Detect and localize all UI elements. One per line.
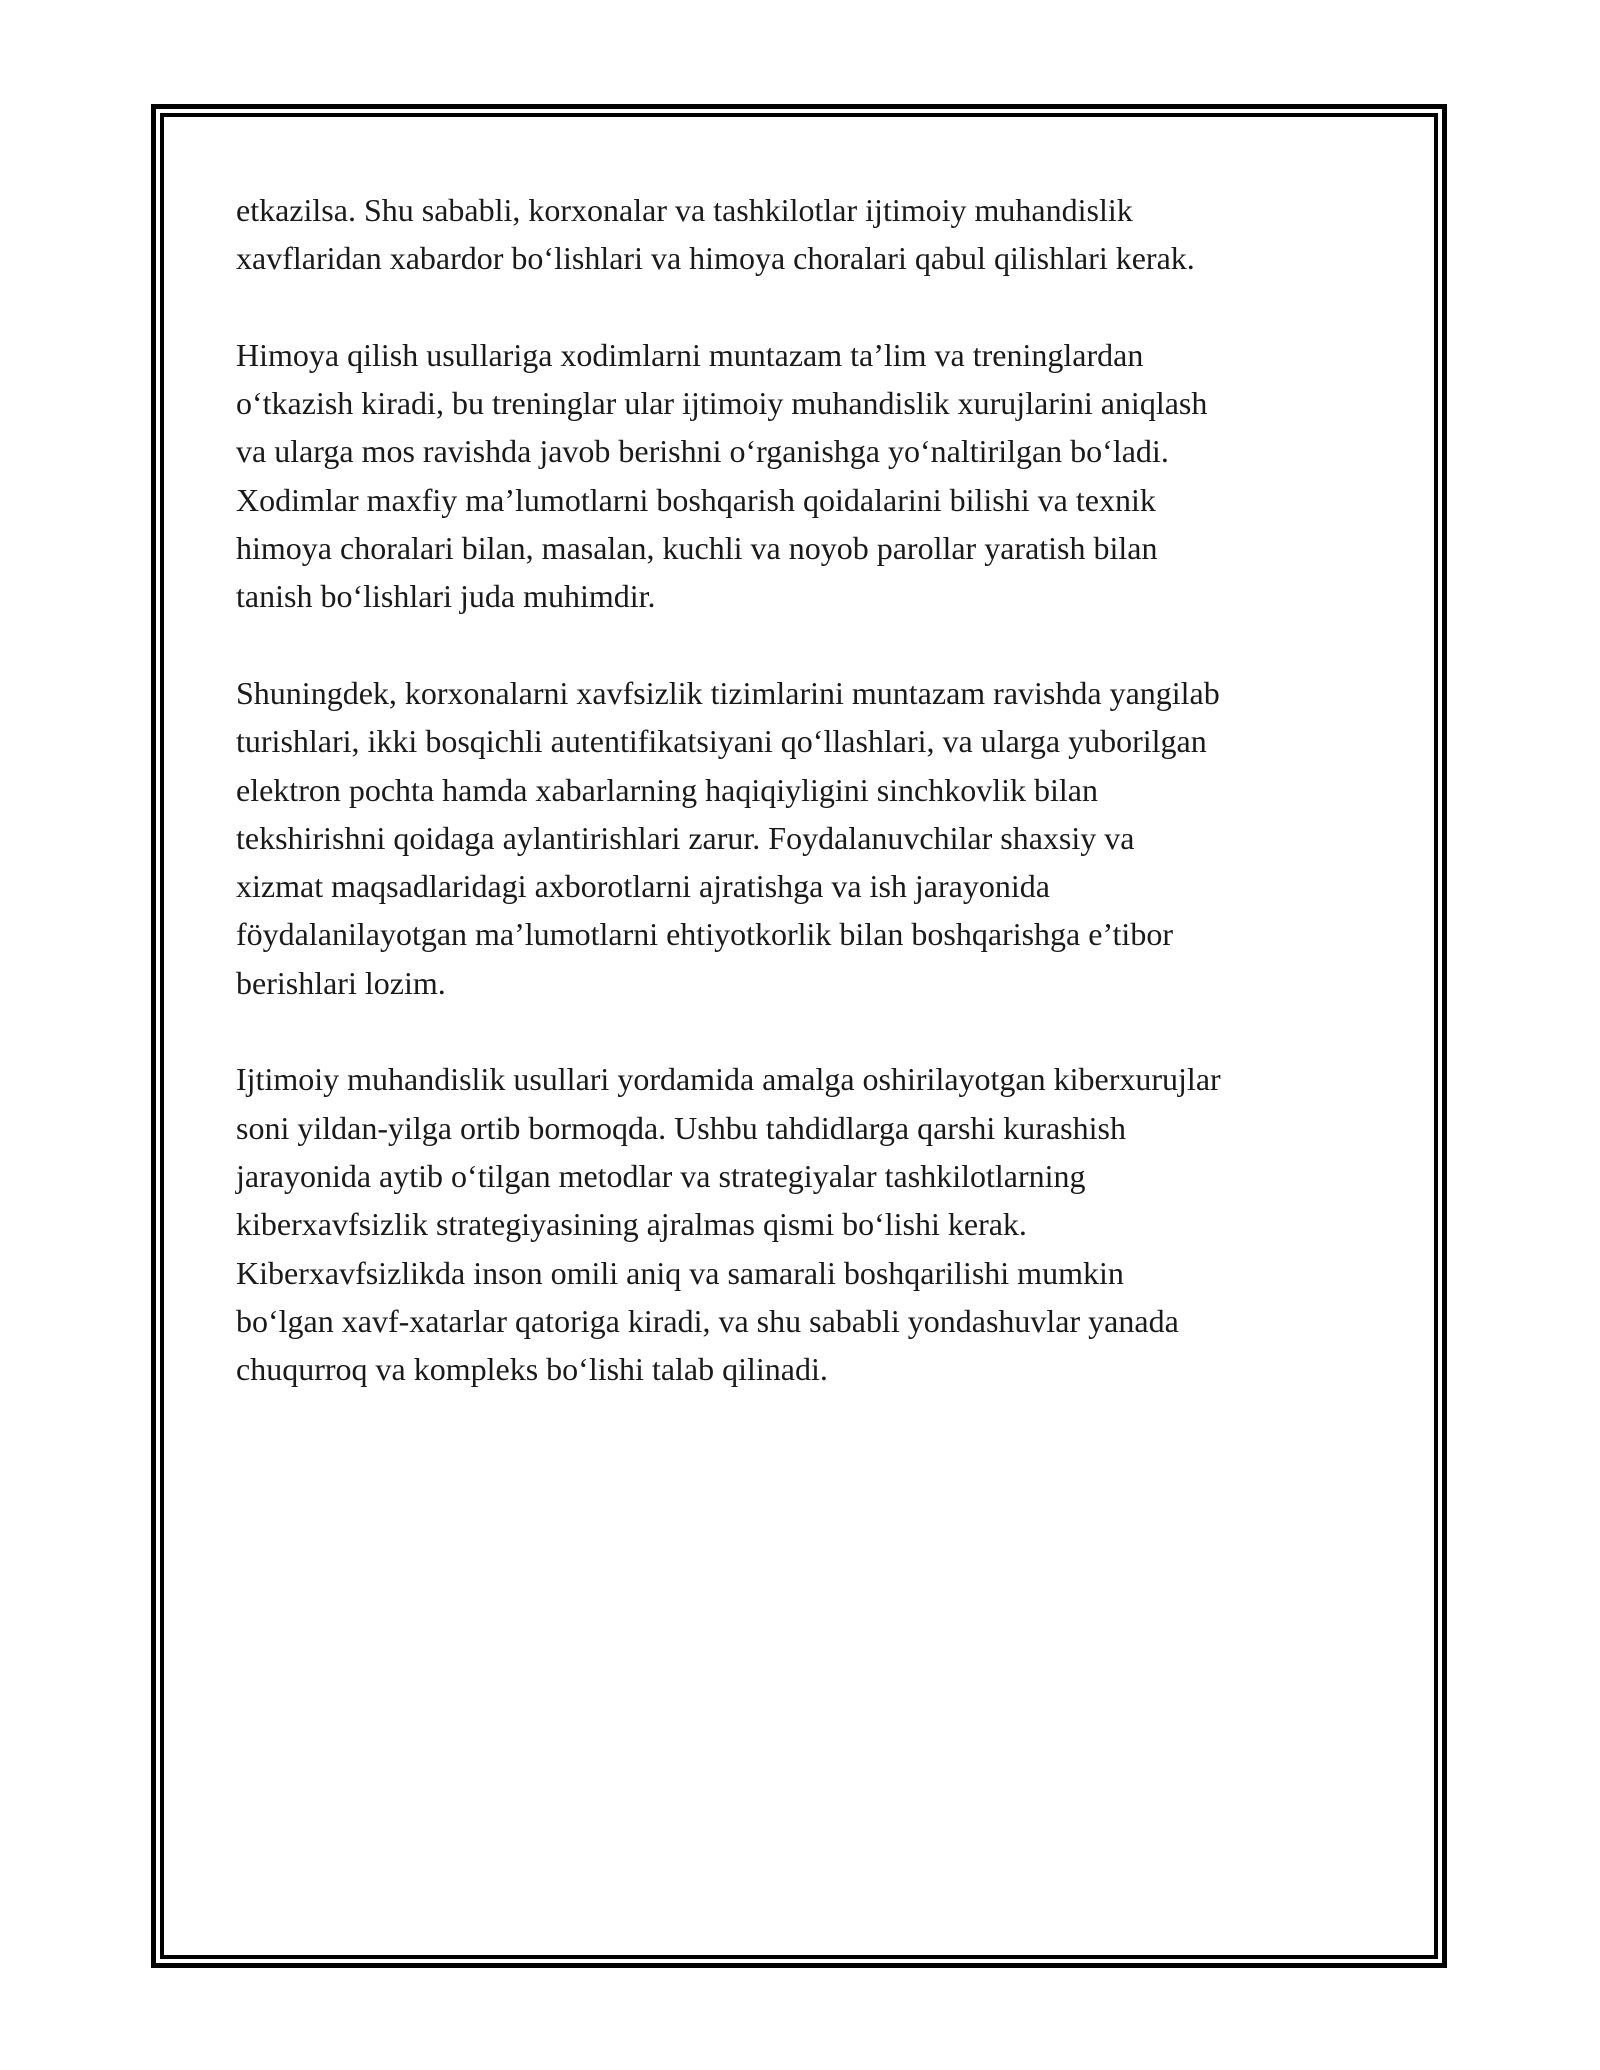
text-line: o‘tkazish kiradi, bu treninglar ular ijtimoiy muhandislik xurujlarini aniqlash bbox=[236, 385, 1208, 422]
text-line: tanish bo‘lishlari juda muhimdir. bbox=[236, 578, 656, 615]
text-line: bo‘lgan xavf-xatarlar qatoriga kiradi, va shu sababli yondashuvlar yanada bbox=[236, 1302, 1179, 1339]
text-line: xavflaridan xabardor bo‘lishlari va himoya choralari qabul qilishlari kerak. bbox=[236, 240, 1195, 277]
paragraph-4 bbox=[236, 1055, 1376, 1393]
text-line: Ijtimoiy muhandislik usullari yordamida amalga oshirilayotgan kiberxurujlar bbox=[236, 1061, 1221, 1098]
text-line: jarayonida aytib o‘tilgan metodlar va strategiyalar tashkilotlarning bbox=[236, 1157, 1086, 1194]
text-line: va ularga mos ravishda javob berishni o‘rganishga yo‘naltirilgan bo‘ladi. bbox=[236, 433, 1169, 470]
text-line: tekshirishni qoidaga aylantirishlari zarur. Foydalanuvchilar shaxsiy va bbox=[236, 819, 1135, 856]
paragraph-3 bbox=[236, 669, 1376, 1007]
text-line: Kiberxavfsizlikda inson omili aniq va samarali boshqarilishi mumkin bbox=[236, 1254, 1124, 1291]
text-line: Xodimlar maxfiy ma’lumotlarni boshqarish qoidalarini bilishi va texnik bbox=[236, 481, 1156, 518]
text-line: soni yildan-yilga ortib bormoqda. Ushbu tahdidlarga qarshi kurashish bbox=[236, 1109, 1126, 1146]
text-line: Himoya qilish usullariga xodimlarni muntazam ta’lim va treninglardan bbox=[236, 336, 1144, 373]
text-line: kiberxavfsizlik strategiyasining ajralmas qismi bo‘lishi kerak. bbox=[236, 1206, 1027, 1243]
text-line: turishlari, ikki bosqichli autentifikatsiyani qo‘llashlari, va ularga yuborilgan bbox=[236, 723, 1207, 760]
text-line: xizmat maqsadlaridagi axborotlarni ajratishga va ish jarayonida bbox=[236, 868, 1050, 905]
text-line: berishlari lozim. bbox=[236, 964, 446, 1001]
text-line: elektron pochta hamda xabarlarning haqiqiyligini sinchkovlik bilan bbox=[236, 771, 1098, 808]
text-line: chuqurroq va kompleks bo‘lishi talab qilinadi. bbox=[236, 1351, 828, 1388]
text-line: etkazilsa. Shu sababli, korxonalar va tashkilotlar ijtimoiy muhandislik bbox=[236, 192, 1133, 228]
text-line: Shuningdek, korxonalarni xavfsizlik tizimlarini muntazam ravishda yangilab bbox=[236, 674, 1220, 711]
document-body bbox=[236, 186, 1376, 1442]
text-line: himoya choralari bilan, masalan, kuchli va noyob parollar yaratish bilan bbox=[236, 530, 1158, 567]
paragraph-2 bbox=[236, 331, 1376, 621]
paragraph-1 bbox=[236, 186, 1376, 283]
text-line: föydalanilayotgan ma’lumotlarni ehtiyotkorlik bilan boshqarishga e’tibor bbox=[236, 916, 1173, 953]
